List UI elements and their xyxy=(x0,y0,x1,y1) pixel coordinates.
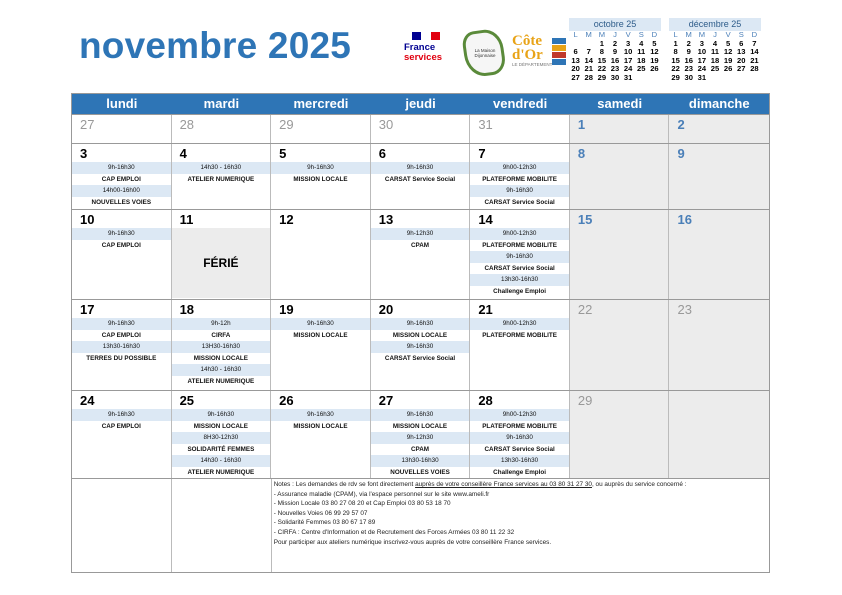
mini-day-number: 26 xyxy=(723,64,733,73)
event-time: 13h30-16h30 xyxy=(470,455,569,467)
mini-day-number: 24 xyxy=(623,64,633,73)
mini-day-number: 15 xyxy=(597,55,607,65)
notes-line: - Mission Locale 03 80 27 08 20 et Cap Emploi 03 80 53 18 70 xyxy=(273,500,451,508)
day-number: 3 xyxy=(80,146,88,161)
mini-day-number: 19 xyxy=(723,55,733,65)
mini-day-number: 4 xyxy=(639,38,644,48)
event-time: 13h30-16h30 xyxy=(371,455,470,467)
holiday-label: FÉRIÉ xyxy=(172,228,271,298)
day-number: 12 xyxy=(279,212,294,227)
event-time: 9h00-12h30 xyxy=(470,318,569,330)
event-label: PLATEFORME MOBILITE xyxy=(482,422,557,430)
day-cell xyxy=(570,391,670,478)
mini-weekday-label: D xyxy=(751,30,758,39)
day-cell xyxy=(570,210,670,299)
mini-day-number: 9 xyxy=(612,47,618,56)
event-time: 9h-16h30 xyxy=(271,162,370,174)
mini-day-number xyxy=(708,74,721,83)
event-time: 14h30 - 16h30 xyxy=(172,162,271,174)
mini-day-number xyxy=(748,74,761,83)
mini-day-number: 19 xyxy=(650,55,659,65)
mini-weekday-label: M xyxy=(598,30,606,39)
maison-dijonnaise-logo xyxy=(460,28,506,80)
week-row xyxy=(72,299,769,390)
day-number: 5 xyxy=(279,146,287,161)
mini-day-number: 5 xyxy=(652,38,657,48)
logo-text-dor: d'Or xyxy=(512,47,543,63)
mini-day-number: 14 xyxy=(750,47,759,56)
day-cell xyxy=(371,115,471,143)
mini-day-number: 7 xyxy=(752,38,757,48)
notes-row xyxy=(72,478,769,572)
mini-day-number: 31 xyxy=(623,72,633,82)
mini-day-number: 6 xyxy=(739,38,744,48)
mini-calendar-october xyxy=(569,18,661,82)
logo-text-services: services xyxy=(404,52,443,63)
day-number: 16 xyxy=(677,212,692,227)
event-label: PLATEFORME MOBILITE xyxy=(482,241,557,249)
mini-day-number: 29 xyxy=(671,72,680,82)
mini-weekday-label: V xyxy=(625,30,631,39)
day-number: 10 xyxy=(80,212,95,227)
page-title: novembre 2025 xyxy=(79,25,352,66)
day-cell xyxy=(570,144,670,209)
day-number: 2 xyxy=(677,117,685,132)
week-row xyxy=(72,209,769,299)
mini-day-number xyxy=(735,74,748,83)
mini-day-number: 12 xyxy=(723,47,733,56)
mini-day-number: 30 xyxy=(610,72,620,82)
mini-day-number: 13 xyxy=(571,55,580,65)
day-number: 28 xyxy=(478,393,493,408)
event-time: 9h-16h30 xyxy=(371,318,470,330)
notes-intro-end: , ou auprès du service concerné : xyxy=(592,481,687,488)
mini-weekday-label: J xyxy=(713,30,717,39)
mini-day-number: 11 xyxy=(637,47,646,56)
day-cell xyxy=(371,300,471,390)
day-number xyxy=(669,391,769,409)
event-time: 9h-16h30 xyxy=(271,409,370,421)
mini-day-number: 20 xyxy=(571,64,580,73)
event-label: TERRES DU POSSIBLE xyxy=(86,354,157,362)
mini-day-number: 7 xyxy=(586,47,591,56)
day-number: 23 xyxy=(677,302,692,317)
day-cell xyxy=(470,115,570,143)
mini-day-number: 1 xyxy=(673,38,678,48)
day-cell xyxy=(172,210,272,299)
day-number: 29 xyxy=(577,393,593,408)
mini-day-number: 1 xyxy=(599,38,604,48)
mini-day-number: 21 xyxy=(750,55,759,65)
mini-calendar-december xyxy=(669,18,761,82)
weekday-jeudi: jeudi xyxy=(405,96,436,111)
month-grid xyxy=(71,93,770,573)
logo-text-france: France xyxy=(404,42,436,53)
mini-day-number: 18 xyxy=(710,55,720,65)
day-cell xyxy=(570,115,670,143)
event-label: CARSAT Service Social xyxy=(384,175,456,183)
mini-day-number: 10 xyxy=(697,47,707,56)
event-time: 14h00-16h00 xyxy=(72,185,171,197)
day-number: 17 xyxy=(80,302,95,317)
mini-day-number: 17 xyxy=(697,55,707,65)
day-number: 19 xyxy=(279,302,294,317)
notes-line: - CIRFA : Centre d'Information et de Recrutement des Forces Armées 03 80 11 22 32 xyxy=(273,528,515,536)
event-time: 9h-12h30 xyxy=(371,228,470,240)
day-cell xyxy=(271,391,371,478)
mini-day-number: 18 xyxy=(637,55,646,65)
weekday-dimanche: dimanche xyxy=(688,96,750,111)
event-time: 9h-16h30 xyxy=(470,185,569,197)
logo-text-maison: La Maison Dijonnaise xyxy=(474,48,496,58)
mini-day-number: 13 xyxy=(737,47,746,56)
mini-day-number: 8 xyxy=(673,47,678,56)
event-label: NOUVELLES VOIES xyxy=(91,198,152,206)
mini-weekday-label: M xyxy=(698,30,706,39)
mini-day-number: 28 xyxy=(750,64,759,73)
event-label: MISSION LOCALE xyxy=(392,422,448,430)
mini-day-number xyxy=(648,74,661,83)
day-number: 4 xyxy=(179,146,187,161)
event-time: 9h-12h xyxy=(172,318,271,330)
day-cell xyxy=(371,144,471,209)
france-services-logo xyxy=(404,32,450,72)
event-label: ATELIER NUMERIQUE xyxy=(187,377,255,385)
mini-day-number: 23 xyxy=(684,64,693,73)
mini-day-number: 24 xyxy=(697,64,707,73)
event-label: MISSION LOCALE xyxy=(293,331,348,339)
mini-weekday-label: J xyxy=(613,30,617,39)
day-number: 13 xyxy=(378,212,394,227)
day-cell xyxy=(669,144,769,209)
event-label: CARSAT Service Social xyxy=(484,445,555,453)
event-time: 9h-16h30 xyxy=(271,318,370,330)
day-cell xyxy=(271,115,371,143)
mini-day-number: 25 xyxy=(637,64,646,73)
mini-day-number: 26 xyxy=(650,64,659,73)
event-time: 9h00-12h30 xyxy=(470,228,569,240)
event-label: NOUVELLES VOIES xyxy=(390,468,450,476)
mini-day-number: 29 xyxy=(597,72,607,82)
day-number: 22 xyxy=(577,302,593,317)
mini-weekday-label: V xyxy=(725,30,731,39)
mini-day-number: 16 xyxy=(610,55,620,65)
mini-day-number: 23 xyxy=(610,64,620,73)
mini-day-number: 30 xyxy=(684,72,693,82)
mini-weekday-label: S xyxy=(738,30,744,39)
mini-day-number: 10 xyxy=(623,47,633,56)
day-cell xyxy=(271,144,371,209)
mini-calendar-week xyxy=(669,74,761,83)
day-number: 27 xyxy=(378,393,394,408)
day-number: 30 xyxy=(378,117,394,132)
mini-day-number: 6 xyxy=(573,47,578,56)
day-number: 18 xyxy=(179,302,195,317)
mini-weekday-label: S xyxy=(638,30,644,39)
mini-day-number: 16 xyxy=(684,55,693,65)
mini-day-number: 2 xyxy=(612,38,618,48)
notes-line: - Nouvelles Voies 06 99 29 57 07 xyxy=(273,509,368,517)
mini-calendar-title: décembre 25 xyxy=(669,18,761,31)
event-time: 9h00-12h30 xyxy=(470,409,569,421)
weekday-samedi: samedi xyxy=(597,96,643,111)
mini-day-number: 20 xyxy=(737,55,746,65)
event-time: 14h30 - 16h30 xyxy=(172,455,271,467)
mini-day-number xyxy=(635,74,648,83)
mini-day-number: 2 xyxy=(686,38,691,48)
weekday-vendredi: vendredi xyxy=(493,96,548,111)
event-time: 9h-16h30 xyxy=(72,228,171,240)
weekday-header xyxy=(72,94,769,114)
mini-day-number xyxy=(722,74,735,83)
event-label: CARSAT Service Social xyxy=(384,354,456,362)
event-label: CARSAT Service Social xyxy=(484,264,555,272)
notes-intro: Notes : Les demandes de rdv se font directement xyxy=(273,481,416,488)
day-cell xyxy=(271,300,371,390)
day-cell xyxy=(371,210,471,299)
mini-day-number: 9 xyxy=(686,47,691,56)
day-number: 14 xyxy=(478,212,493,227)
mini-weekday-label: M xyxy=(685,30,692,39)
day-cell xyxy=(669,391,769,478)
event-label: PLATEFORME MOBILITE xyxy=(482,331,557,339)
notes-line: Pour participer aux ateliers numérique inscrivez-vous auprès de votre conseillère France services. xyxy=(273,538,552,546)
mini-calendar-week xyxy=(569,74,661,83)
mini-day-number: 12 xyxy=(650,47,659,56)
day-number: 31 xyxy=(478,117,493,132)
mini-day-number: 14 xyxy=(584,55,593,65)
weekday-mercredi: mercredi xyxy=(293,96,349,111)
day-cell xyxy=(470,391,570,478)
mini-weekday-label: M xyxy=(585,30,592,39)
week-row xyxy=(72,114,769,143)
day-cell xyxy=(172,300,272,390)
day-cell xyxy=(172,115,272,143)
day-cell xyxy=(72,300,172,390)
day-number: 6 xyxy=(378,146,386,161)
mini-calendar-week xyxy=(669,65,761,74)
event-label: CARSAT Service Social xyxy=(484,198,555,206)
day-number: 29 xyxy=(279,117,294,132)
mini-day-number: 11 xyxy=(710,47,719,56)
day-cell xyxy=(72,391,172,478)
day-number: 7 xyxy=(478,146,486,161)
weekday-mardi: mardi xyxy=(203,96,240,111)
mini-day-number: 3 xyxy=(626,38,631,48)
mini-day-number: 21 xyxy=(584,64,593,73)
event-time: 14h30 - 16h30 xyxy=(172,364,271,376)
event-time: 13h30-16h30 xyxy=(470,274,569,286)
event-time: 13H30-16h30 xyxy=(172,341,271,353)
mini-day-number: 31 xyxy=(697,72,707,82)
event-label: CPAM xyxy=(410,445,430,453)
french-flag-icon xyxy=(412,32,440,40)
day-number: 28 xyxy=(179,117,195,132)
event-label: ATELIER NUMERIQUE xyxy=(187,175,255,183)
event-label: CAP EMPLOI xyxy=(101,422,141,430)
day-number: 15 xyxy=(577,212,593,227)
event-label: MISSION LOCALE xyxy=(193,354,248,362)
mini-day-number: 4 xyxy=(712,38,718,48)
event-label: Challenge Emploi xyxy=(493,287,547,295)
day-cell xyxy=(72,210,172,299)
day-cell xyxy=(669,300,769,390)
day-number: 11 xyxy=(179,212,194,227)
day-cell xyxy=(271,210,371,299)
day-number: 25 xyxy=(179,393,195,408)
event-time: 9h-12h30 xyxy=(371,432,470,444)
logo-text-cote: Côte xyxy=(512,33,542,49)
mini-day-number: 25 xyxy=(710,64,720,73)
day-number: 20 xyxy=(378,302,394,317)
event-time: 9h-16h30 xyxy=(371,409,470,421)
day-number: 8 xyxy=(577,146,586,161)
mini-calendar-title: octobre 25 xyxy=(569,18,661,31)
day-cell xyxy=(570,300,670,390)
day-cell xyxy=(172,144,272,209)
event-time: 9h00-12h30 xyxy=(470,162,569,174)
day-number: 1 xyxy=(577,117,586,132)
event-time: 9h-16h30 xyxy=(72,409,171,421)
day-number: 24 xyxy=(80,393,95,408)
day-number: 26 xyxy=(279,393,294,408)
event-label: MISSION LOCALE xyxy=(293,422,348,430)
event-label: CAP EMPLOI xyxy=(101,331,141,339)
event-time: 9h-16h30 xyxy=(72,162,171,174)
mini-day-number: 3 xyxy=(699,38,704,48)
day-number: 9 xyxy=(677,146,685,161)
weekday-lundi: lundi xyxy=(106,96,138,111)
event-time: 9h-16h30 xyxy=(371,341,470,353)
event-label: MISSION LOCALE xyxy=(392,331,448,339)
notes-line: - Assurance maladie (CPAM), via l'espace personnel sur le site www.ameli.fr xyxy=(273,490,490,498)
event-time: 9h-16h30 xyxy=(72,318,171,330)
mini-weekday-label: L xyxy=(573,30,578,39)
event-label: Challenge Emploi xyxy=(493,468,547,476)
cote-dor-logo xyxy=(512,34,568,74)
mini-weekday-label: L xyxy=(673,30,678,39)
event-time: 13h30-16h30 xyxy=(72,341,171,353)
mini-day-number: 27 xyxy=(737,64,746,73)
day-cell xyxy=(470,144,570,209)
event-label: MISSION LOCALE xyxy=(293,175,348,183)
event-label: CAP EMPLOI xyxy=(101,241,141,249)
mini-weekday-label: D xyxy=(651,30,658,39)
event-time: 9h-16h30 xyxy=(470,251,569,263)
event-label: CIRFA xyxy=(211,331,231,339)
event-label: MISSION LOCALE xyxy=(193,422,248,430)
event-label: SOLIDARITÉ FEMMES xyxy=(187,445,255,453)
mini-day-number: 28 xyxy=(584,72,593,82)
logo-text-departement: LE DÉPARTEMENT xyxy=(512,62,553,67)
event-time: 9h-16h30 xyxy=(172,409,271,421)
day-number: 21 xyxy=(478,302,493,317)
day-cell xyxy=(669,210,769,299)
mini-day-number: 5 xyxy=(726,38,731,48)
event-label: CPAM xyxy=(410,241,430,249)
day-cell xyxy=(172,391,272,478)
event-label: PLATEFORME MOBILITE xyxy=(482,175,557,183)
notes-phone: auprès de votre conseillère France services au 03 80 31 27 30 xyxy=(415,481,592,488)
mini-day-number: 17 xyxy=(623,55,633,65)
mini-day-number: 22 xyxy=(671,64,680,73)
day-cell xyxy=(371,391,471,478)
week-row xyxy=(72,143,769,209)
event-time: 9h-16h30 xyxy=(371,162,470,174)
mini-day-number: 8 xyxy=(599,47,604,56)
notes-line: - Solidarité Femmes 03 80 67 17 89 xyxy=(273,519,376,527)
day-cell xyxy=(72,144,172,209)
event-label: ATELIER NUMERIQUE xyxy=(187,468,255,476)
day-cell xyxy=(470,210,570,299)
day-cell xyxy=(669,115,769,143)
mini-day-number: 22 xyxy=(597,64,607,73)
event-label: CAP EMPLOI xyxy=(101,175,141,183)
event-time: 9h-16h30 xyxy=(470,432,569,444)
event-time: 8H30-12h30 xyxy=(172,432,271,444)
week-row xyxy=(72,390,769,478)
day-number: 27 xyxy=(80,117,95,132)
mini-day-number: 27 xyxy=(571,72,580,82)
mini-day-number: 15 xyxy=(671,55,680,65)
day-cell xyxy=(72,115,172,143)
day-cell xyxy=(470,300,570,390)
notes-section xyxy=(272,479,769,572)
